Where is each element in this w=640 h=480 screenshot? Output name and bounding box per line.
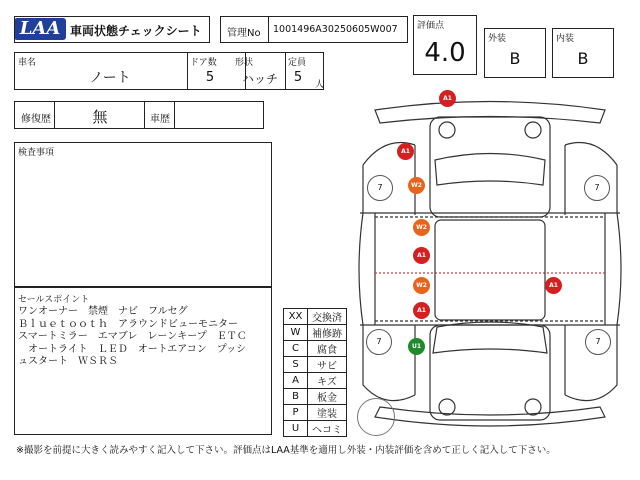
legend-code: S — [284, 357, 308, 373]
logo: LAA — [14, 18, 66, 40]
car-name-value: ノート — [89, 70, 131, 86]
legend-meaning: 補修跡 — [308, 325, 347, 341]
exterior-label: 外装 — [488, 34, 507, 44]
legend-code: U — [284, 421, 308, 437]
legend-row — [284, 325, 347, 341]
legend-code: W — [284, 325, 308, 341]
legend-meaning: 板金 — [308, 389, 347, 405]
legend-meaning: ヘコミ — [308, 421, 347, 437]
legend-meaning: 交換済 — [308, 309, 347, 325]
car-name-label: 車名 — [18, 58, 37, 68]
damage-legend — [283, 308, 347, 437]
grade-box — [413, 15, 477, 75]
inspection-label: 検査事項 — [18, 148, 55, 158]
control-no-value: 1001496A30250605W007 — [273, 24, 398, 35]
doors-label: ドア数 — [190, 58, 217, 68]
spare-tire — [357, 398, 395, 436]
control-no-label: 管理No — [227, 28, 261, 39]
tire-rear-left: 7 — [366, 329, 392, 355]
legend-code: C — [284, 341, 308, 357]
legend-code: P — [284, 405, 308, 421]
repair-history-value: 無 — [92, 108, 108, 126]
rear-window-outline — [433, 322, 547, 353]
legend-code: XX — [284, 309, 308, 325]
front-bumper-outline — [375, 102, 605, 124]
damage-mark: W2 — [408, 177, 425, 194]
damage-mark: A1 — [413, 302, 430, 319]
tire-rear-right: 7 — [585, 329, 611, 355]
capacity-label: 定員 — [288, 58, 307, 68]
legend-row — [284, 373, 347, 389]
sales-points-label: セールスポイント — [18, 295, 90, 305]
damage-mark: A1 — [397, 143, 414, 160]
doors-value: 5 — [205, 70, 215, 85]
damage-mark: W2 — [413, 219, 430, 236]
tire-front-left: 7 — [367, 175, 393, 201]
car-history-label: 車歴 — [150, 114, 170, 125]
legend-code: A — [284, 373, 308, 389]
footnote: ※撮影を前提に大きく読みやすく記入して下さい。評価点はLAA基準を適用し外装・内装評価を含めて正しく記入して下さい。 — [16, 445, 556, 456]
shape-value: ハッチ — [241, 72, 278, 86]
legend-row — [284, 309, 347, 325]
legend-meaning: キズ — [308, 373, 347, 389]
exterior-box — [484, 28, 546, 78]
legend-meaning: サビ — [308, 357, 347, 373]
legend-code: B — [284, 389, 308, 405]
interior-label: 内装 — [556, 34, 575, 44]
capacity-unit: 人 — [315, 80, 325, 90]
damage-mark: A1 — [545, 277, 562, 294]
sheet-title: 車両状態チェックシート — [70, 24, 202, 38]
shape-label: 形状 — [235, 58, 254, 68]
trunk-outline — [430, 325, 550, 420]
exterior-value: B — [509, 49, 521, 68]
repair-history-label: 修復歴 — [21, 114, 51, 125]
sales-points-text: ワンオーナー 禁煙 ナビ フルセグ Ｂｌｕｅｔｏｏｔｈ アラウンドビューモニター スマートミラー エマブレ レーンキープ ＥＴＣ オートライト ＬＥＤ オートエアコン プッシ ュスタート ＷＳＲＳ — [18, 306, 247, 367]
legend-row — [284, 341, 347, 357]
vehicle-info-row — [14, 52, 324, 90]
car-diagram — [355, 95, 625, 440]
interior-box — [552, 28, 614, 78]
damage-mark: U1 — [408, 338, 425, 355]
grade-value: 4.0 — [424, 38, 466, 68]
hood-outline — [430, 117, 550, 217]
grade-label: 評価点 — [417, 21, 445, 31]
legend-row — [284, 405, 347, 421]
damage-mark: W2 — [413, 277, 430, 294]
legend-meaning: 塗装 — [308, 405, 347, 421]
windshield-outline — [435, 154, 545, 186]
tire-front-right: 7 — [584, 175, 610, 201]
damage-mark: A1 — [439, 90, 456, 107]
capacity-value: 5 — [293, 70, 303, 85]
damage-mark: A1 — [413, 247, 430, 264]
legend-row — [284, 357, 347, 373]
legend-row — [284, 389, 347, 405]
roof-outline — [435, 220, 545, 320]
legend-row — [284, 421, 347, 437]
inspection-box — [14, 142, 272, 287]
control-no-box — [220, 16, 408, 43]
rear-bumper-outline — [375, 407, 605, 426]
history-row — [14, 101, 264, 129]
legend-meaning: 腐食 — [308, 341, 347, 357]
interior-value: B — [577, 49, 589, 68]
title-frame — [14, 16, 210, 43]
